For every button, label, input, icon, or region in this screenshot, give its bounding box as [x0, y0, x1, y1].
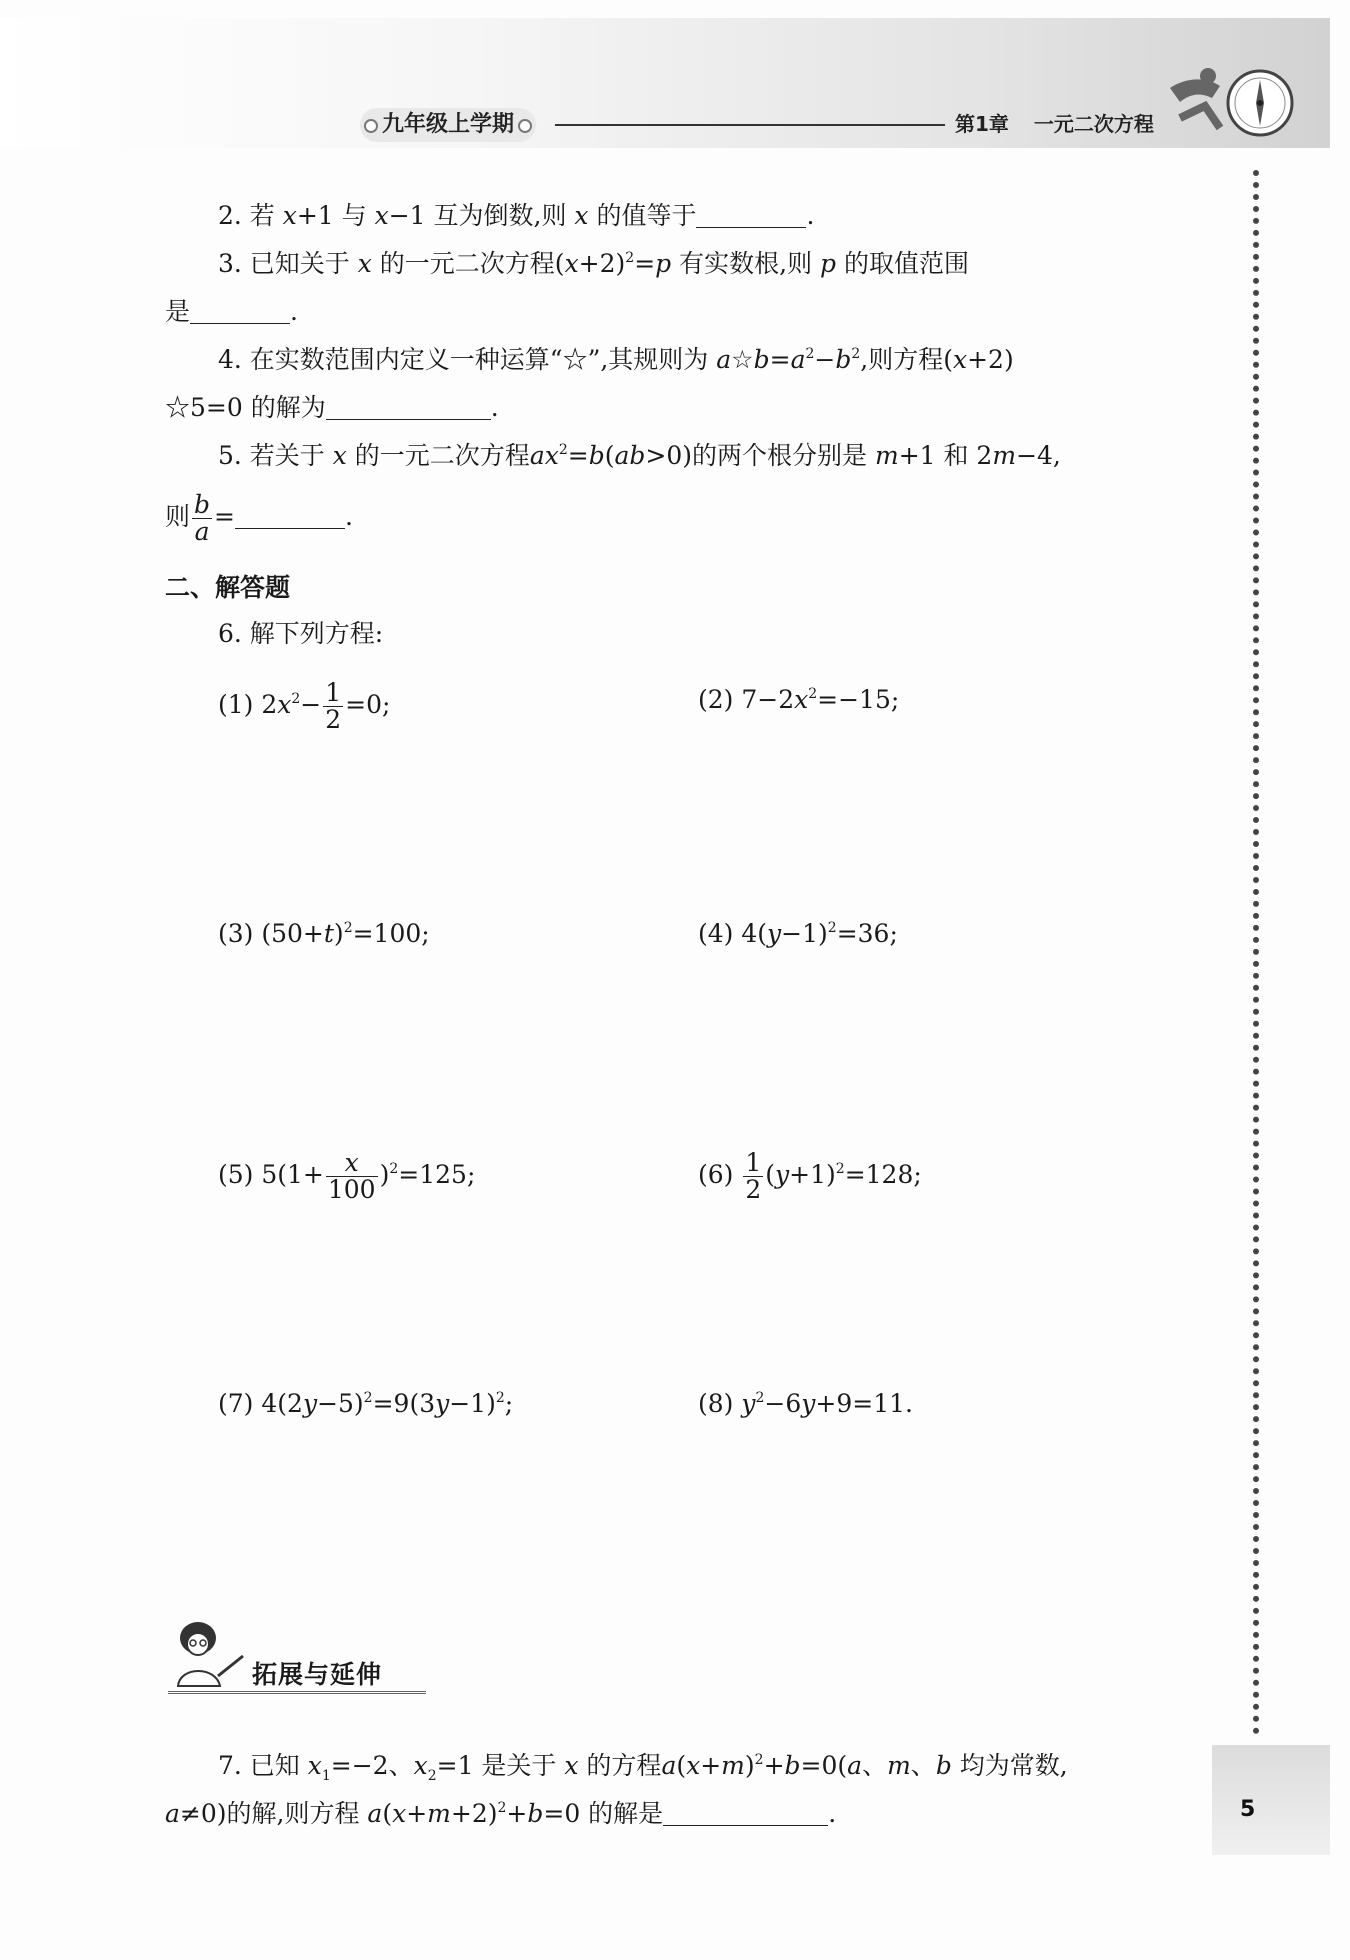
page-number: 5 — [1240, 1797, 1256, 1822]
question-3: 3. 已知关于 x 的一元二次方程$(x+2)^2=p$ 有实数根,则 p 的取值范围 — [218, 249, 969, 278]
question-6-4: (4) $4(y-1)^2=36$; — [698, 919, 898, 948]
question-6-1: (1) $2x^2-$ $\frac{1}{2}$ =0; — [218, 678, 391, 734]
extension-rule — [168, 1691, 426, 1694]
question-6-2: (2) $7-2x^2=-15$; — [698, 685, 900, 714]
grade-label: 九年级上学期 — [360, 108, 536, 142]
question-6-5: (5) 5(1+ $\frac{x}{100}$ )$^2$=125; — [218, 1148, 476, 1204]
question-6-8: (8) $y^2-6y+9=11$. — [698, 1389, 913, 1418]
question-6-6: (6) $\frac{1}{2}$ $(y+1)^2=128$; — [698, 1148, 922, 1204]
extension-title: 拓展与延伸 — [252, 1660, 383, 1689]
page-tab — [1212, 1745, 1330, 1855]
question-2: 2. 若 x+1 与 x−1 互为倒数,则 x 的值等于 . — [218, 201, 815, 230]
section-title: 二、解答题 — [165, 573, 291, 602]
question-7-cont: a≠0)的解,则方程 $a(x+m+2)^2+b=0$ 的解是 . — [165, 1799, 837, 1828]
header-rule — [555, 124, 945, 126]
teacher-icon — [168, 1618, 248, 1688]
answer-blank[interactable] — [663, 1801, 828, 1826]
question-5-cont: 则 $\frac{b}{a}$ = . — [165, 490, 353, 546]
answer-blank[interactable] — [235, 504, 345, 529]
question-7: 7. 已知 $x_1=-2$、$x_2=1$ 是关于 x 的方程$a(x+m)^2+b=0(a$、m、b 均为常数, — [218, 1751, 1068, 1784]
margin-dots — [1253, 170, 1259, 1735]
question-6-7: (7) $4(2y-5)^2=9(3y-1)^2$; — [218, 1389, 514, 1418]
question-3-cont: 是 . — [165, 297, 298, 326]
question-4-cont: ☆5=0 的解为 . — [165, 393, 499, 422]
answer-blank[interactable] — [190, 299, 290, 324]
question-6-3: (3) $(50+t)^2=100$; — [218, 919, 430, 948]
answer-blank[interactable] — [326, 395, 491, 420]
question-5: 5. 若关于 x 的一元二次方程$ax^2=b(ab>0)$的两个根分别是 m+1 和 2m−4, — [218, 441, 1061, 470]
runner-compass-icon — [1160, 58, 1295, 148]
question-4: 4. 在实数范围内定义一种运算“☆”,其规则为 $a☆b=a^2-b^2$,则方程(x+2) — [218, 345, 1014, 374]
answer-blank[interactable] — [696, 203, 806, 228]
chapter-title: 第1章 一元二次方程 — [955, 112, 1154, 136]
question-6-stem: 6. 解下列方程: — [218, 619, 384, 648]
